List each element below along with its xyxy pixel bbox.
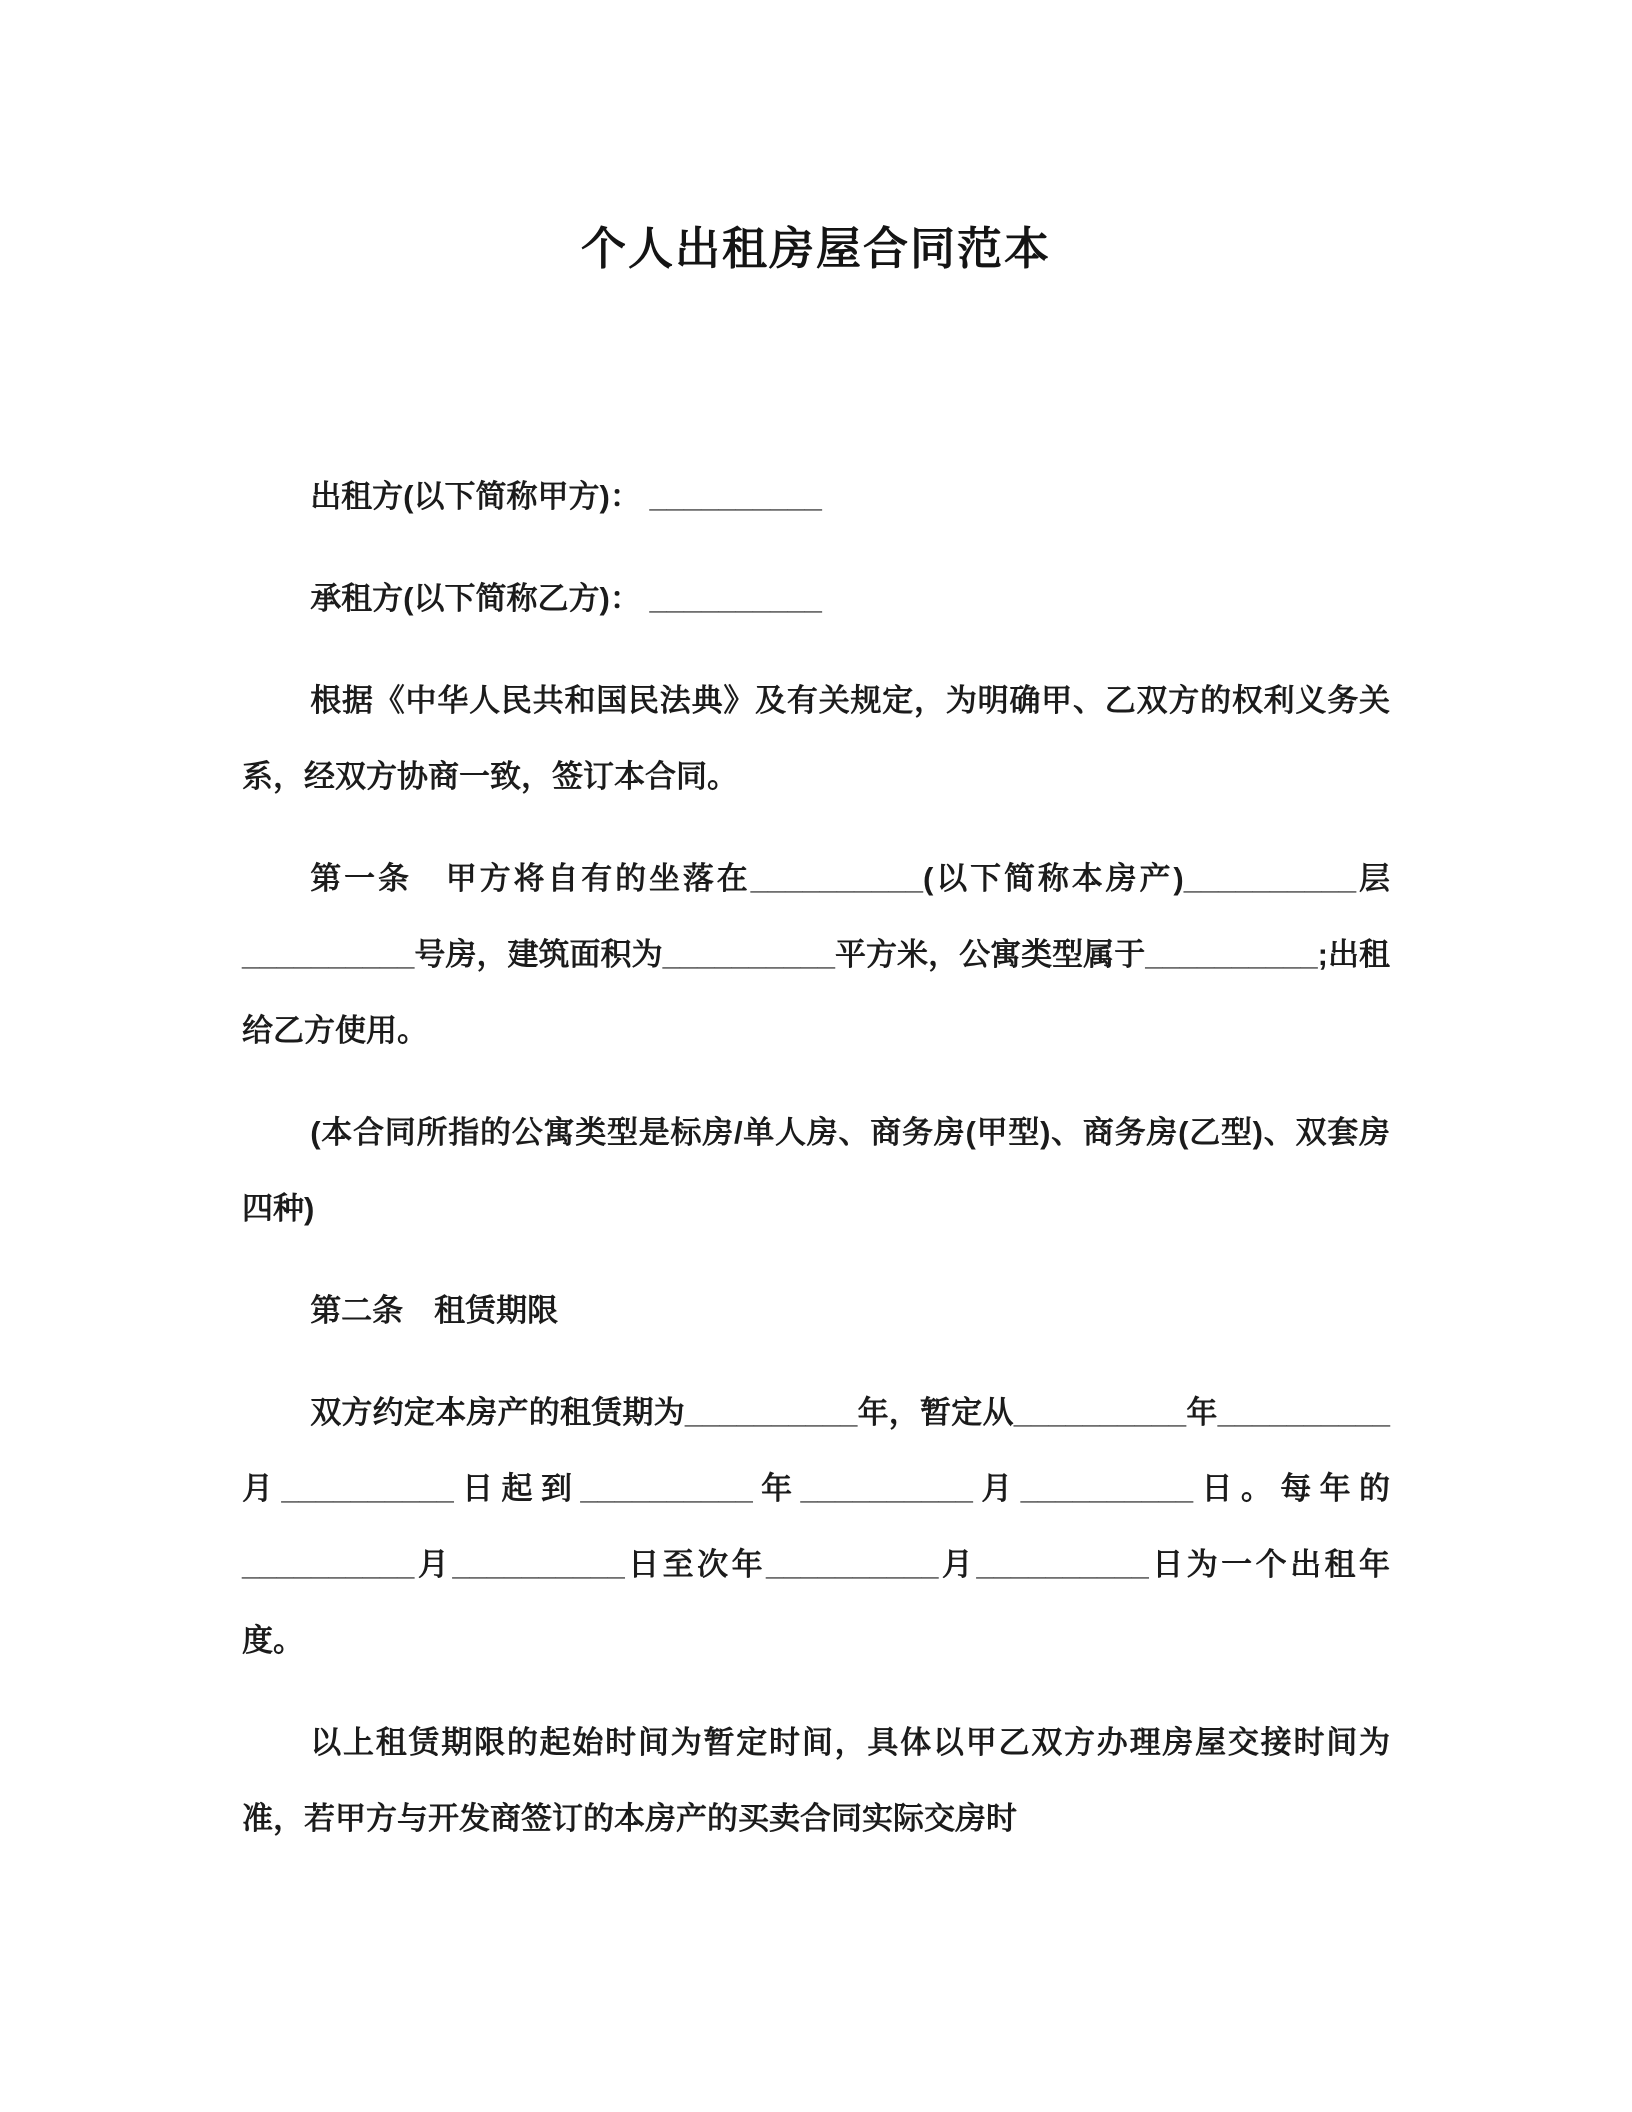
paragraph-lessee-line: 承租方(以下简称乙方)： __________ [310, 581, 822, 616]
paragraph-article-2-heading: 第二条 租赁期限 [310, 1293, 559, 1328]
paragraph-preamble: 根据《中华人民共和国民法典》及有关规定，为明确甲、乙双方的权利义务关系，经双方协商一致，签订本合同。 [242, 683, 1390, 794]
paragraph-lease-term: 双方约定本房产的租赁期为__________年，暂定从__________年__________月__________日起到__________年__________月__________日。每年的__________月__________日至次年__________月__________日为一个出租年度。 [242, 1395, 1390, 1658]
paragraph-lessor-line: 出租方(以下简称甲方)： __________ [310, 479, 822, 514]
paragraph-article-1-property: 第一条 甲方将自有的坐落在__________(以下简称本房产)__________层__________号房，建筑面积为__________平方米，公寓类型属于__________;出租给乙方使用。 [242, 861, 1390, 1048]
document-title: 个人出租房屋合同范本 [580, 223, 1051, 274]
paragraph-apartment-type-note: (本合同所指的公寓类型是标房/单人房、商务房(甲型)、商务房(乙型)、双套房四种) [242, 1115, 1390, 1226]
paragraph-lease-term-start-note: 以上租赁期限的起始时间为暂定时间，具体以甲乙双方办理房屋交接时间为准，若甲方与开发商签订的本房产的买卖合同实际交房时 [242, 1725, 1390, 1836]
